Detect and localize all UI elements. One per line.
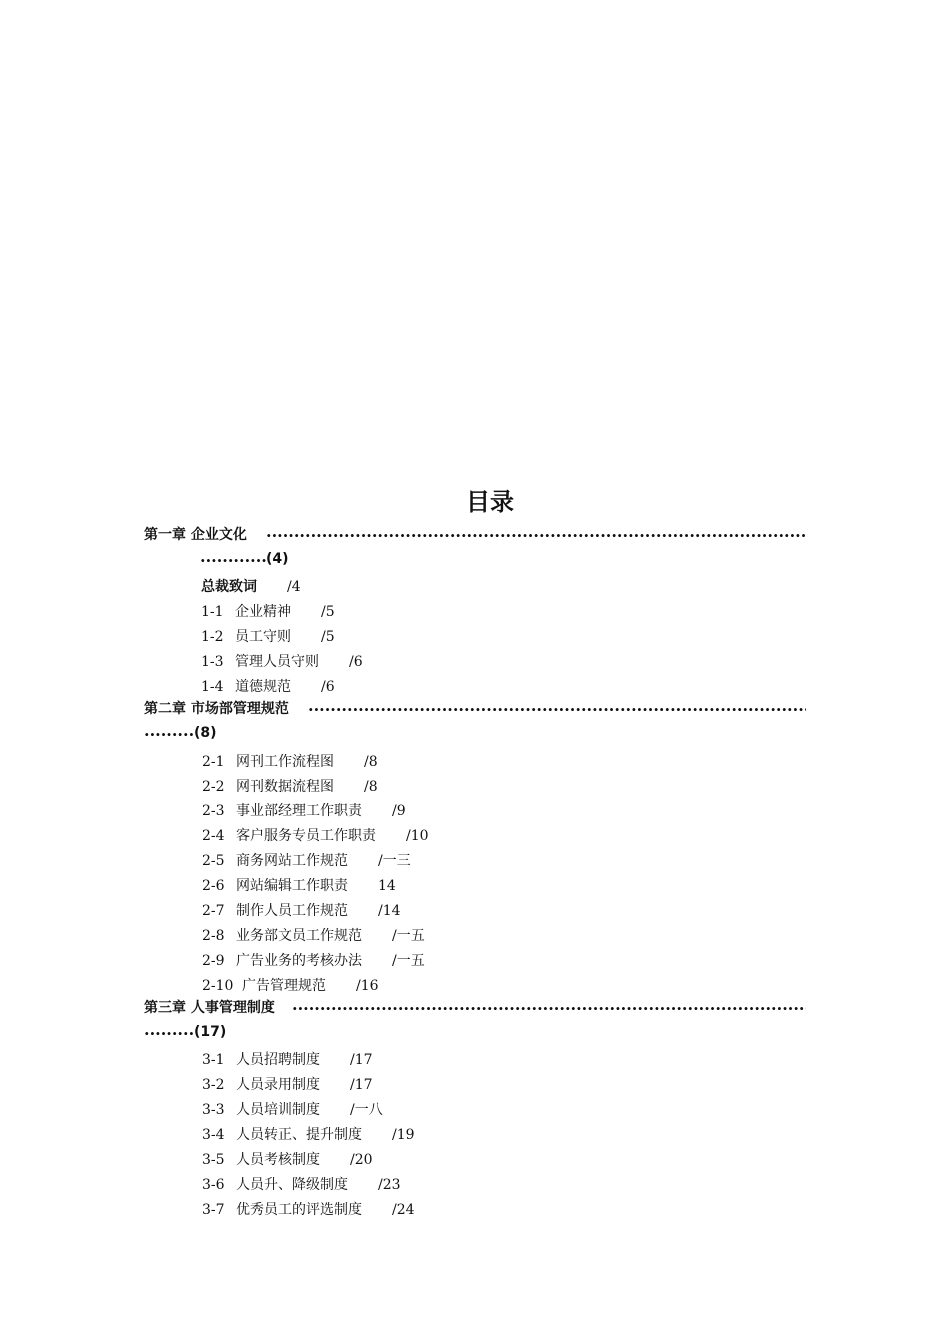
toc-item: [201, 576, 301, 596]
item-page: /5: [321, 629, 335, 645]
item-label: 人员招聘制度: [236, 1052, 320, 1068]
toc-item: [201, 601, 335, 621]
item-page: /17: [350, 1052, 373, 1068]
item-page: /9: [392, 803, 406, 819]
toc-item: [202, 1174, 401, 1194]
chapter-1-leader-cont: [200, 551, 266, 569]
item-number: 2-5: [202, 853, 225, 869]
item-number: 3-7: [202, 1202, 225, 1218]
item-number: 2-4: [202, 828, 225, 844]
toc-item: [201, 651, 363, 671]
chapter-2-title: 第二章 市场部管理规范: [144, 701, 289, 717]
item-page: /17: [350, 1077, 373, 1093]
item-label: 事业部经理工作职责: [236, 803, 362, 819]
toc-item: [202, 1099, 383, 1119]
item-number: 1-1: [201, 604, 224, 620]
item-number: 2-10: [202, 978, 234, 994]
item-label: 广告管理规范: [242, 978, 326, 994]
item-label: 总裁致词: [201, 579, 257, 595]
chapter-3-page: (17): [194, 1024, 227, 1040]
item-label: 网站编辑工作职责: [236, 878, 348, 894]
toc-item: [202, 850, 411, 870]
item-page: /一五: [392, 928, 425, 944]
item-number: 2-9: [202, 953, 225, 969]
item-page: /5: [321, 604, 335, 620]
item-label: 网刊工作流程图: [236, 754, 334, 770]
item-page: /8: [364, 754, 378, 770]
item-page: /20: [350, 1152, 373, 1168]
item-label: 人员升、降级制度: [236, 1177, 348, 1193]
item-page: /24: [392, 1202, 415, 1218]
item-page: /一三: [378, 853, 411, 869]
item-number: 2-8: [202, 928, 225, 944]
toc-title: 目录: [466, 488, 514, 516]
chapter-1-title: 第一章 企业文化: [144, 527, 247, 543]
item-page: /4: [287, 579, 301, 595]
item-label: 企业精神: [235, 604, 291, 620]
chapter-1-leader: [266, 526, 806, 544]
chapter-1-page: (4): [266, 551, 289, 567]
item-number: 2-2: [202, 779, 225, 795]
item-number: 3-5: [202, 1152, 225, 1168]
toc-item: [202, 950, 425, 970]
item-number: 1-3: [201, 654, 224, 670]
item-page: /6: [349, 654, 363, 670]
toc-item: [202, 925, 425, 945]
chapter-2-leader-cont: [144, 725, 194, 743]
item-page: /10: [406, 828, 429, 844]
chapter-2-leader: [308, 700, 806, 718]
toc-item: [202, 875, 396, 895]
item-number: 3-2: [202, 1077, 225, 1093]
toc-item: [202, 751, 378, 771]
item-page: /8: [364, 779, 378, 795]
item-number: 3-3: [202, 1102, 225, 1118]
toc-item: [202, 800, 406, 820]
item-number: 2-3: [202, 803, 225, 819]
item-label: 管理人员守则: [235, 654, 319, 670]
item-number: 3-4: [202, 1127, 225, 1143]
item-number: 2-7: [202, 903, 225, 919]
item-number: 3-6: [202, 1177, 225, 1193]
item-label: 商务网站工作规范: [236, 853, 348, 869]
item-label: 员工守则: [235, 629, 291, 645]
item-label: 人员转正、提升制度: [236, 1127, 362, 1143]
item-label: 人员考核制度: [236, 1152, 320, 1168]
item-page: /14: [378, 903, 401, 919]
item-number: 2-1: [202, 754, 225, 770]
item-label: 网刊数据流程图: [236, 779, 334, 795]
item-label: 优秀员工的评选制度: [236, 1202, 362, 1218]
toc-item: [202, 1199, 415, 1219]
item-label: 人员培训制度: [236, 1102, 320, 1118]
toc-item: [201, 676, 335, 696]
toc-item: [202, 1124, 415, 1144]
chapter-3-title: 第三章 人事管理制度: [144, 1000, 275, 1016]
item-label: 客户服务专员工作职责: [236, 828, 376, 844]
item-number: 1-4: [201, 679, 224, 695]
item-label: 道德规范: [235, 679, 291, 695]
toc-item: [201, 626, 335, 646]
item-number: 3-1: [202, 1052, 225, 1068]
item-page: /一五: [392, 953, 425, 969]
item-page: /19: [392, 1127, 415, 1143]
toc-item: [202, 975, 379, 995]
toc-item: [202, 1149, 373, 1169]
item-page: /16: [356, 978, 379, 994]
toc-item: [202, 825, 429, 845]
item-label: 业务部文员工作规范: [236, 928, 362, 944]
item-page: /23: [378, 1177, 401, 1193]
item-number: 2-6: [202, 878, 225, 894]
item-page: /6: [321, 679, 335, 695]
toc-item: [202, 1074, 373, 1094]
item-number: 1-2: [201, 629, 224, 645]
chapter-3-leader-cont: [144, 1024, 194, 1042]
toc-item: [202, 1049, 373, 1069]
item-label: 制作人员工作规范: [236, 903, 348, 919]
chapter-3-leader: [292, 999, 806, 1017]
item-label: 广告业务的考核办法: [236, 953, 362, 969]
item-page: /一八: [350, 1102, 383, 1118]
toc-item: [202, 776, 378, 796]
item-page: 14: [378, 878, 396, 894]
toc-item: [202, 900, 401, 920]
item-label: 人员录用制度: [236, 1077, 320, 1093]
chapter-2-page: (8): [194, 725, 217, 741]
